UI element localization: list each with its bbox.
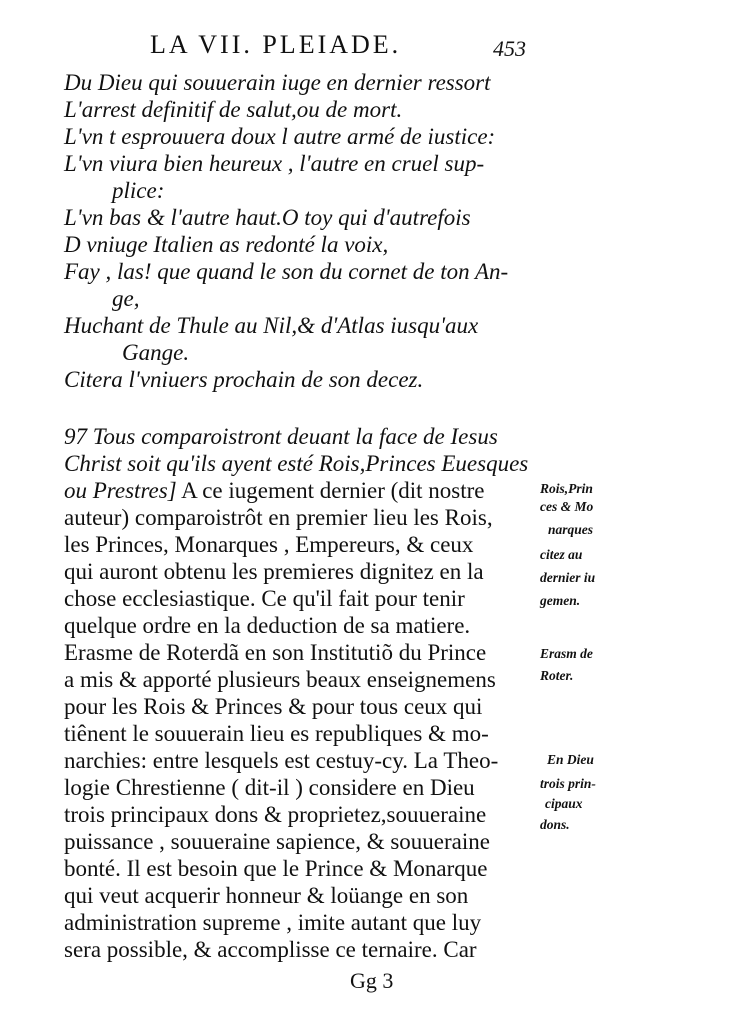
verse-line: L'vn t esprouuera doux l autre armé de iustice:: [64, 124, 496, 149]
commentary-line: qui auront obtenu les premieres dignitez en la: [64, 559, 484, 584]
verse-line: Fay , las! que quand le son du cornet de ton An-: [64, 259, 509, 284]
signature-mark: Gg 3: [350, 968, 394, 993]
margin-note-line: gemen.: [540, 593, 581, 608]
commentary-lemma-line: 97 Tous comparoistront deuant la face de Iesus: [64, 424, 498, 449]
commentary-line: chose ecclesiastique. Ce qu'il fait pour tenir: [64, 586, 465, 611]
margin-note-line: dons.: [540, 817, 570, 832]
commentary-line: Erasme de Roterdã en son Institutiõ du Prince: [64, 640, 487, 665]
margin-note-line: trois prin-: [540, 776, 596, 791]
margin-note-line: Roter.: [540, 668, 574, 683]
commentary-line: les Princes, Monarques , Empereurs, & ceux: [64, 532, 474, 557]
margin-note-line: cipaux: [545, 796, 583, 811]
margin-note-line: narques: [548, 522, 594, 537]
page-number: 453: [493, 36, 526, 61]
commentary-line: trois principaux dons & proprietez,souueraine: [64, 802, 487, 827]
commentary-lemma-line: Christ soit qu'ils ayent esté Rois,Princes Euesques: [64, 451, 529, 476]
verse-line: Du Dieu qui souuerain iuge en dernier ressort: [64, 70, 491, 95]
commentary-prose-start: A ce iugement dernier (dit nostre: [176, 478, 485, 503]
commentary-line: puissance , souueraine sapience, & souueraine: [64, 829, 490, 854]
verse-line: Gange.: [122, 340, 190, 365]
commentary-lemma-end: ou Prestres]: [64, 478, 177, 503]
verse-line: D vniuge Italien as redonté la voix,: [64, 232, 389, 257]
verse-line: Huchant de Thule au Nil,& d'Atlas iusqu'aux: [64, 313, 479, 338]
commentary-line: narchies: entre lesquels est cestuy-cy. La Theo-: [64, 748, 499, 773]
verse-line: L'vn bas & l'autre haut.O toy qui d'autrefois: [64, 205, 471, 230]
verse-line: L'vn viura bien heureux , l'autre en cruel sup-: [64, 151, 485, 176]
verse-line: Citera l'vniuers prochain de son decez.: [64, 367, 424, 392]
margin-note-line: dernier iu: [540, 570, 596, 585]
commentary-lemma-line: [64, 478, 485, 504]
commentary-line: a mis & apporté plusieurs beaux enseignemens: [64, 667, 496, 692]
margin-note-line: Erasm de: [540, 646, 593, 661]
commentary-line: pour les Rois & Princes & pour tous ceux qui: [64, 694, 483, 719]
margin-note-line: citez au: [540, 547, 583, 562]
margin-note-line: ces & Mo: [540, 499, 594, 514]
margin-note-line: Rois,Prin: [540, 481, 593, 496]
verse-line: ge,: [112, 286, 140, 311]
commentary-line: tiênent le souuerain lieu es republiques & mo-: [64, 721, 489, 746]
commentary-line: quelque ordre en la deduction de sa matiere.: [64, 613, 471, 638]
commentary-line: qui veut acquerir honneur & loüange en son: [64, 883, 469, 908]
running-head-title: LA VII. PLEIADE.: [150, 30, 402, 59]
commentary-line: administration supreme , imite autant que luy: [64, 910, 482, 935]
commentary-line: auteur) comparoistrôt en premier lieu les Rois,: [64, 505, 493, 530]
commentary-line: sera possible, & accomplisse ce ternaire. Car: [64, 937, 477, 962]
commentary-line: logie Chrestienne ( dit-il ) considere en Dieu: [64, 775, 475, 800]
margin-note-line: En Dieu: [547, 752, 594, 767]
commentary-line: bonté. Il est besoin que le Prince & Monarque: [64, 856, 488, 881]
verse-line: plice:: [112, 178, 165, 203]
verse-line: L'arrest definitif de salut,ou de mort.: [64, 97, 403, 122]
